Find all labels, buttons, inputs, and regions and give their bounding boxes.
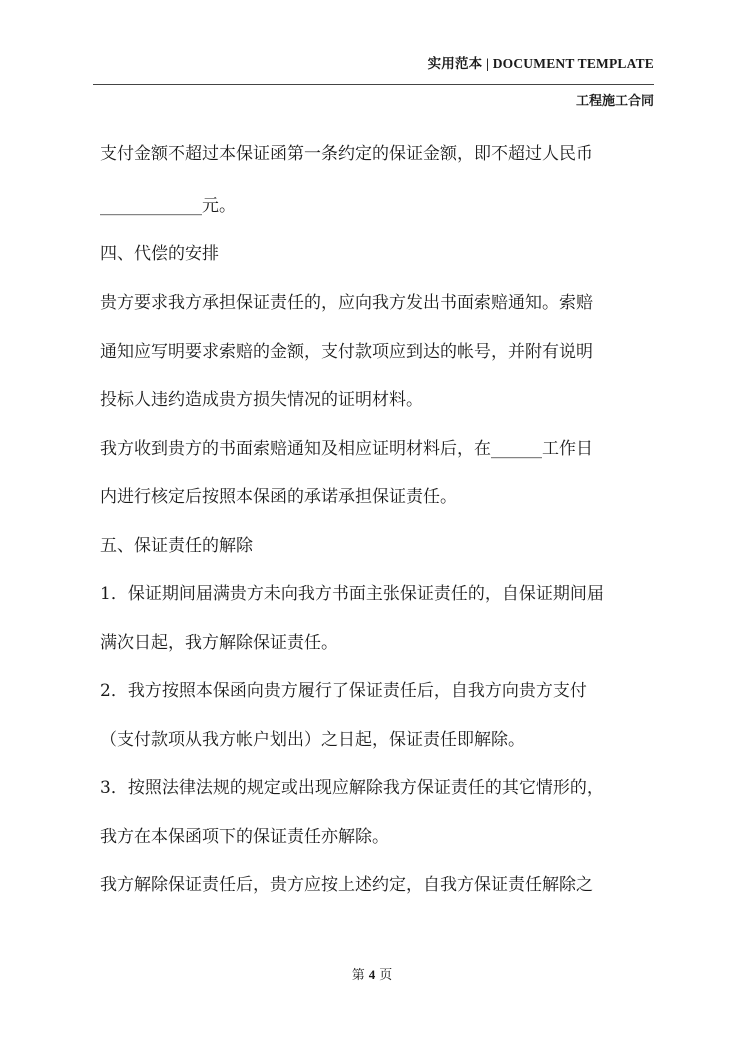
body-line: 2．我方按照本保函向贵方履行了保证责任后，自我方向贵方支付 — [100, 681, 587, 701]
body-line: 投标人违约造成贵方损失情况的证明材料。 — [100, 390, 423, 410]
header-subtitle: 工程施工合同 — [575, 94, 654, 109]
body-line: 1．保证期间届满贵方未向我方书面主张保证责任的，自保证期间届 — [100, 584, 604, 604]
body-line: 我方解除保证责任后，贵方应按上述约定，自我方保证责任解除之 — [100, 875, 593, 895]
body-line: 通知应写明要求索赔的金额，支付款项应到达的帐号，并附有说明 — [100, 342, 593, 362]
section-heading: 四、代偿的安排 — [100, 244, 219, 264]
footer-prefix: 第 — [351, 968, 365, 983]
page-number: 4 — [368, 967, 376, 982]
page-footer — [0, 964, 744, 983]
header-brand: 实用范本 | DOCUMENT TEMPLATE — [427, 56, 654, 71]
body-line: 贵方要求我方承担保证责任的，应向我方发出书面索赔通知。索赔 — [100, 293, 593, 313]
body-line: 内进行核定后按照本保函的承诺承担保证责任。 — [100, 487, 457, 507]
body-line: 我方在本保函项下的保证责任亦解除。 — [100, 827, 389, 847]
header-divider — [93, 84, 654, 85]
body-line: 支付金额不超过本保证函第一条约定的保证金额，即不超过人民币 — [100, 144, 593, 164]
footer-suffix: 页 — [379, 968, 393, 983]
body-line: （支付款项从我方帐户划出）之日起，保证责任即解除。 — [100, 730, 525, 750]
body-line: 满次日起，我方解除保证责任。 — [100, 633, 338, 653]
body-line: ____________元。 — [100, 196, 236, 216]
body-line: 3．按照法律法规的规定或出现应解除我方保证责任的其它情形的， — [100, 778, 604, 798]
section-heading: 五、保证责任的解除 — [100, 536, 253, 556]
body-line: 我方收到贵方的书面索赔通知及相应证明材料后，在______工作日 — [100, 439, 593, 459]
